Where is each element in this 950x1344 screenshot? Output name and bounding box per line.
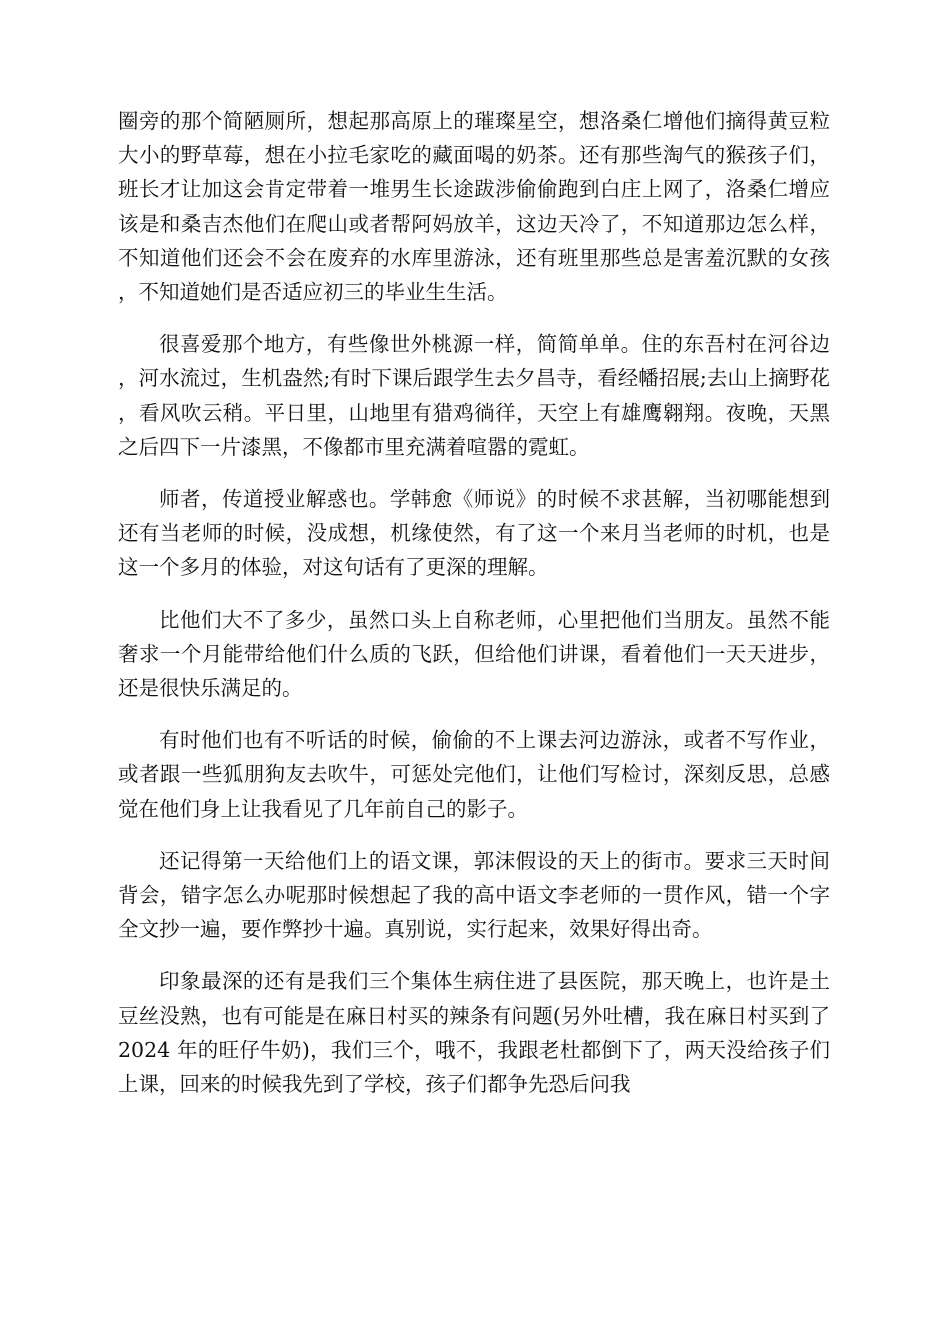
- paragraph-4: 比他们大不了多少，虽然口头上自称老师，心里把他们当朋友。虽然不能奢求一个月能带给他们什么质的飞跃，但给他们讲课，看着他们一天天进步，还是很快乐满足的。: [118, 607, 830, 701]
- paragraph-7: 印象最深的还有是我们三个集体生病住进了县医院，那天晚上，也许是土豆丝没熟，也有可能是在麻日村买的辣条有问题(另外吐槽，我在麻日村买到了 2024 年的旺仔牛奶)，我们三个，哦不，我跟老杜都倒下了，两天没给孩子们上课，回来的时候我先到了学校，孩子们都争先恐后问我: [118, 969, 830, 1097]
- paragraph-5: 有时他们也有不听话的时候，偷偷的不上课去河边游泳，或者不写作业，或者跟一些狐朋狗友去吹牛，可惩处完他们，让他们写检讨，深刻反思，总感觉在他们身上让我看见了几年前自己的影子。: [118, 728, 830, 821]
- paragraph-1: 圈旁的那个简陋厕所，想起那高原上的璀璨星空，想洛桑仁增他们摘得黄豆粒大小的野草莓，想在小拉毛家吃的藏面喝的奶茶。还有那些淘气的猴孩子们，班长才让加这会肯定带着一堆男生长途跋涉偷偷跑到白庄上网了，洛桑仁增应该是和桑吉杰他们在爬山或者帮阿妈放羊，这边天冷了，不知道那边怎么样，不知道他们还会不会在废弃的水库里游泳，还有班里那些总是害羞沉默的女孩，不知道她们是否适应初三的毕业生生活。: [118, 109, 830, 305]
- paragraph-3: 师者，传道授业解惑也。学韩愈《师说》的时候不求甚解，当初哪能想到还有当老师的时候，没成想，机缘使然，有了这一个来月当老师的时机，也是这一个多月的体验，对这句话有了更深的理解。: [118, 487, 830, 580]
- paragraph-6: 还记得第一天给他们上的语文课，郭沫假设的天上的街市。要求三天时间背会，错字怎么办呢那时候想起了我的高中语文李老师的一贯作风，错一个字全文抄一遍，要作弊抄十遍。真别说，实行起来，效果好得出奇。: [118, 848, 830, 942]
- paragraph-2: 很喜爱那个地方，有些像世外桃源一样，简简单单。住的东吾村在河谷边，河水流过，生机盎然;有时下课后跟学生去夕昌寺，看经幡招展;去山上摘野花，看风吹云稍。平日里，山地里有猎鸡徜徉，天空上有雄鹰翱翔。夜晚，天黑之后四下一片漆黑，不像都市里充满着喧嚣的霓虹。: [118, 332, 830, 459]
